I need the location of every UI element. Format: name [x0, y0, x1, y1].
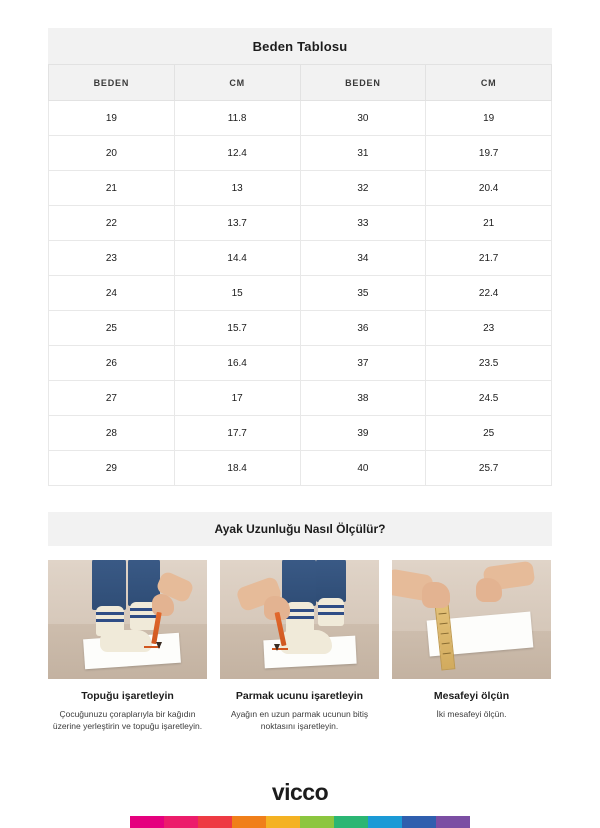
step-1-photo [48, 560, 207, 679]
table-cell: 15.7 [174, 311, 300, 346]
table-row [49, 241, 552, 276]
step-2-photo [220, 560, 379, 679]
color-swatch [402, 816, 436, 828]
table-cell: 12.4 [174, 136, 300, 171]
table-cell: 21 [49, 171, 175, 206]
table-cell: 16.4 [174, 346, 300, 381]
size-table [48, 64, 552, 486]
table-body [49, 101, 552, 486]
table-cell: 15 [174, 276, 300, 311]
table-header-cell: CM [426, 65, 552, 101]
table-cell: 18.4 [174, 451, 300, 486]
table-cell: 23 [426, 311, 552, 346]
table-row [49, 101, 552, 136]
table-cell: 17 [174, 381, 300, 416]
table-header-cell: CM [174, 65, 300, 101]
table-cell: 23 [49, 241, 175, 276]
table-cell: 26 [49, 346, 175, 381]
color-swatch [198, 816, 232, 828]
table-cell: 20 [49, 136, 175, 171]
howto-title: Ayak Uzunluğu Nasıl Ölçülür? [214, 522, 386, 536]
table-cell: 19.7 [426, 136, 552, 171]
table-cell: 31 [300, 136, 426, 171]
step-2-description: Ayağın en uzun parmak ucunun bitiş noktasını işaretleyin. [230, 709, 369, 732]
list-item [392, 560, 551, 733]
table-cell: 37 [300, 346, 426, 381]
table-cell: 29 [49, 451, 175, 486]
howto-steps [48, 560, 552, 733]
table-cell: 21.7 [426, 241, 552, 276]
table-header-row [49, 65, 552, 101]
page-title: Beden Tablosu [252, 38, 348, 54]
table-cell: 17.7 [174, 416, 300, 451]
table-cell: 21 [426, 206, 552, 241]
color-swatch [164, 816, 198, 828]
color-swatch [436, 816, 470, 828]
brand-logo: vicco [271, 779, 329, 805]
step-2-caption: Parmak ucunu işaretleyin [235, 690, 364, 702]
table-cell: 11.8 [174, 101, 300, 136]
color-swatch [368, 816, 402, 828]
table-cell: 40 [300, 451, 426, 486]
table-row [49, 136, 552, 171]
table-cell: 28 [49, 416, 175, 451]
table-cell: 24 [49, 276, 175, 311]
table-cell: 25 [49, 311, 175, 346]
brand-color-bar [130, 816, 470, 828]
list-item [220, 560, 379, 733]
table-cell: 13.7 [174, 206, 300, 241]
table-row [49, 311, 552, 346]
size-guide-page [0, 28, 600, 828]
table-cell: 19 [426, 101, 552, 136]
table-cell: 22.4 [426, 276, 552, 311]
table-row [49, 346, 552, 381]
color-swatch [232, 816, 266, 828]
footer [0, 779, 600, 828]
table-cell: 38 [300, 381, 426, 416]
table-cell: 33 [300, 206, 426, 241]
table-cell: 24.5 [426, 381, 552, 416]
table-cell: 13 [174, 171, 300, 206]
table-cell: 27 [49, 381, 175, 416]
table-cell: 25 [426, 416, 552, 451]
step-3-photo [392, 560, 551, 679]
color-swatch [334, 816, 368, 828]
table-cell: 32 [300, 171, 426, 206]
list-item [48, 560, 207, 733]
table-header-cell: BEDEN [49, 65, 175, 101]
table-row [49, 451, 552, 486]
table-row [49, 276, 552, 311]
step-1-caption: Topuğu işaretleyin [81, 690, 174, 702]
step-3-description: İki mesafeyi ölçün. [436, 709, 507, 719]
table-cell: 23.5 [426, 346, 552, 381]
table-cell: 36 [300, 311, 426, 346]
table-cell: 34 [300, 241, 426, 276]
table-row [49, 206, 552, 241]
color-swatch [300, 816, 334, 828]
table-cell: 14.4 [174, 241, 300, 276]
table-cell: 35 [300, 276, 426, 311]
color-swatch [130, 816, 164, 828]
table-cell: 25.7 [426, 451, 552, 486]
table-row [49, 171, 552, 206]
table-header-cell: BEDEN [300, 65, 426, 101]
size-table-title-bar [48, 28, 552, 64]
step-1-description: Çocuğunuzu çoraplarıyla bir kağıdın üzerine yerleştirin ve topuğu işaretleyin. [52, 709, 203, 732]
step-3-caption: Mesafeyi ölçün [433, 690, 510, 702]
table-cell: 20.4 [426, 171, 552, 206]
color-swatch [266, 816, 300, 828]
table-row [49, 381, 552, 416]
table-cell: 19 [49, 101, 175, 136]
table-cell: 39 [300, 416, 426, 451]
table-cell: 22 [49, 206, 175, 241]
howto-title-bar [48, 512, 552, 546]
table-row [49, 416, 552, 451]
table-cell: 30 [300, 101, 426, 136]
